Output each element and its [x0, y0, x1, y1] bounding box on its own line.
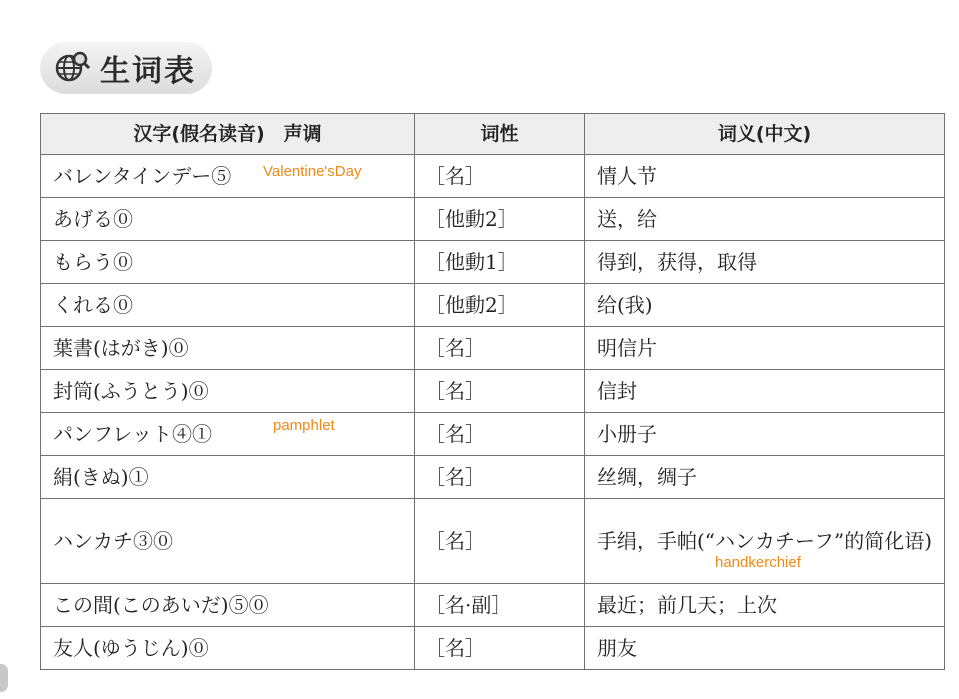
- section-title-bar: [40, 42, 212, 94]
- meaning-cell: 送，给: [585, 198, 945, 241]
- table-row: [41, 241, 945, 284]
- page-title: 生词表: [100, 54, 196, 89]
- table-row: [41, 413, 945, 456]
- table-row: [41, 327, 945, 370]
- meaning-cell: [585, 499, 945, 584]
- english-annotation: Valentine'sDay: [263, 163, 362, 180]
- vocabulary-table: [40, 113, 945, 670]
- word-cell: 葉書(はがき)⓪: [41, 327, 415, 370]
- pos-cell: ［他動1］: [415, 241, 585, 284]
- meaning-cell: 得到，获得，取得: [585, 241, 945, 284]
- word-cell: [41, 155, 415, 198]
- pos-cell: ［名］: [415, 627, 585, 670]
- pos-cell: ［名］: [415, 327, 585, 370]
- page-edge-mark: [0, 664, 8, 692]
- pos-cell: ［名］: [415, 155, 585, 198]
- table-row: [41, 284, 945, 327]
- table-row: [41, 627, 945, 670]
- table-row: [41, 584, 945, 627]
- word-cell: くれる⓪: [41, 284, 415, 327]
- meaning-cell: 明信片: [585, 327, 945, 370]
- english-annotation: pamphlet: [273, 417, 335, 434]
- word-cell: ハンカチ③⓪: [41, 499, 415, 584]
- word-text: バレンタインデー⑤: [53, 164, 232, 188]
- word-cell: この間(このあいだ)⑤⓪: [41, 584, 415, 627]
- table-row: [41, 155, 945, 198]
- column-header-pos: 词性: [415, 114, 585, 155]
- word-cell: [41, 413, 415, 456]
- meaning-text: 手绢，手帕(“ハンカチーフ”的简化语): [597, 529, 933, 553]
- table-row: [41, 370, 945, 413]
- meaning-cell: 给(我): [585, 284, 945, 327]
- word-cell: 友人(ゆうじん)⓪: [41, 627, 415, 670]
- table-row: [41, 456, 945, 499]
- pos-cell: ［名］: [415, 370, 585, 413]
- globe-search-icon: [52, 48, 92, 88]
- word-cell: あげる⓪: [41, 198, 415, 241]
- pos-cell: ［他動2］: [415, 198, 585, 241]
- word-cell: 絹(きぬ)①: [41, 456, 415, 499]
- column-header-meaning: 词义(中文): [585, 114, 945, 155]
- table-row: [41, 198, 945, 241]
- column-header-word: 汉字(假名读音) 声调: [41, 114, 415, 155]
- english-annotation: handkerchief: [715, 554, 801, 571]
- word-cell: 封筒(ふうとう)⓪: [41, 370, 415, 413]
- word-text: パンフレット④①: [53, 422, 212, 446]
- word-cell: もらう⓪: [41, 241, 415, 284]
- meaning-cell: 最近；前几天；上次: [585, 584, 945, 627]
- table-row: [41, 499, 945, 584]
- meaning-cell: 朋友: [585, 627, 945, 670]
- meaning-cell: 情人节: [585, 155, 945, 198]
- pos-cell: ［名］: [415, 456, 585, 499]
- pos-cell: ［名·副］: [415, 584, 585, 627]
- table-header-row: [41, 114, 945, 155]
- pos-cell: ［名］: [415, 413, 585, 456]
- meaning-cell: 小册子: [585, 413, 945, 456]
- pos-cell: ［他動2］: [415, 284, 585, 327]
- pos-cell: ［名］: [415, 499, 585, 584]
- meaning-cell: 信封: [585, 370, 945, 413]
- meaning-cell: 丝绸，绸子: [585, 456, 945, 499]
